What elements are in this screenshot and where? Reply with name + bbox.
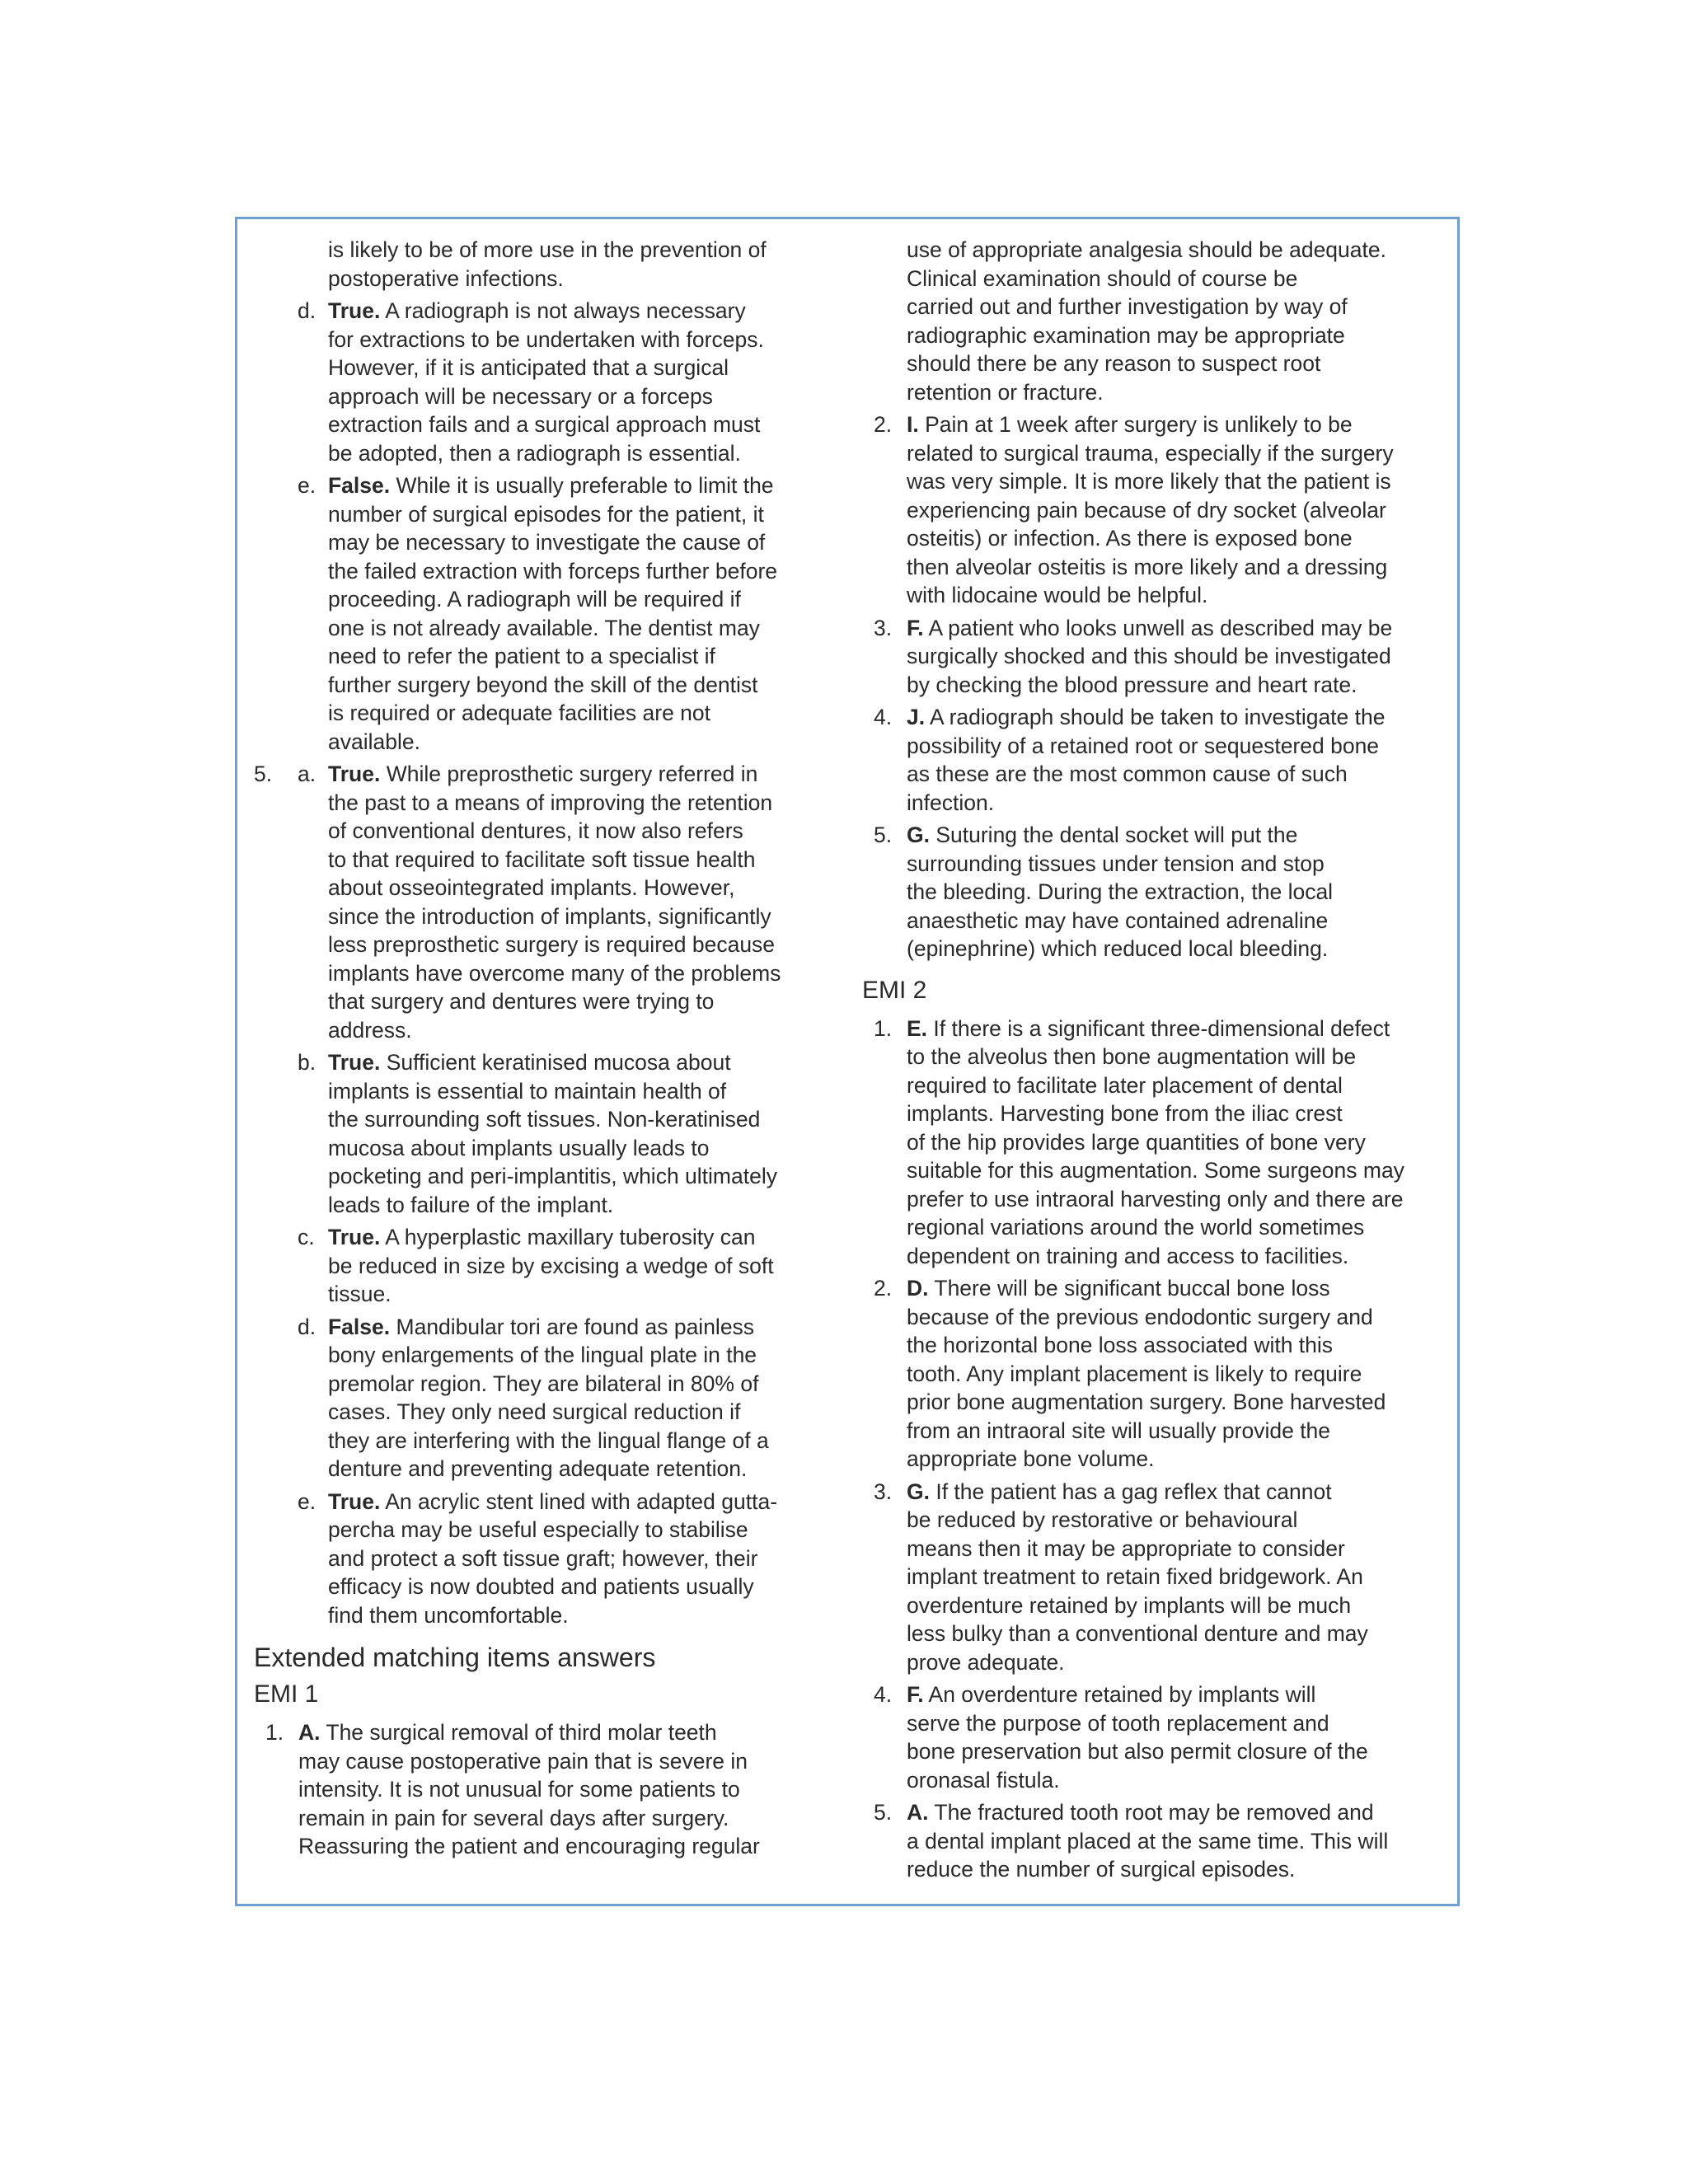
text-line: (epinephrine) which reduced local bleeding. — [907, 936, 1329, 961]
text-line: the bleeding. During the extraction, the local — [907, 879, 1334, 904]
emi1-answer-4 — [862, 703, 1431, 817]
text-line: since the introduction of implants, significantly — [328, 903, 771, 929]
answer-letter: E. — [907, 1015, 928, 1041]
text-line: An overdenture retained by implants will — [923, 1682, 1316, 1707]
text-line: for extractions to be undertaken with forceps. — [328, 326, 764, 352]
answer-5c — [254, 1223, 823, 1309]
text-line: use of appropriate analgesia should be adequate. — [907, 237, 1386, 262]
text-line: retention or fracture. — [907, 379, 1104, 405]
emi2-answer-5 — [862, 1798, 1431, 1884]
text-line: tissue. — [328, 1282, 392, 1306]
text-line: prove adequate. — [907, 1649, 1065, 1675]
text-line: to the alveolus then bone augmentation will be — [907, 1044, 1357, 1069]
page-frame — [235, 217, 1460, 1906]
answer-4e — [254, 471, 823, 756]
text-line: A patient who looks unwell as described may be — [923, 615, 1393, 640]
text-line: to that required to facilitate soft tissue health — [328, 846, 756, 872]
item-number: 4. — [874, 1682, 893, 1707]
text-line: is required or adequate facilities are not — [328, 701, 711, 725]
text-line: should there be any reason to suspect root — [907, 351, 1321, 376]
text-line: extraction fails and a surgical approach must — [328, 412, 761, 437]
text-line: However, if it is anticipated that a surgical — [328, 355, 729, 380]
verdict: True. — [328, 298, 381, 323]
text-line: by checking the blood pressure and heart rate. — [907, 672, 1357, 697]
item-number: 4. — [874, 705, 893, 729]
text-line: number of surgical episodes for the patient, it — [328, 501, 764, 527]
number-label: 5. — [254, 762, 273, 786]
answer-letter: A. — [298, 1720, 321, 1745]
text-line: may cause postoperative pain that is severe in — [298, 1748, 748, 1774]
text-line: Sufficient keratinised mucosa about — [380, 1050, 731, 1075]
text-line: tooth. Any implant placement is likely to require — [907, 1361, 1362, 1386]
item-number: 3. — [874, 615, 893, 640]
text-line: If the patient has a gag reflex that cannot — [929, 1479, 1332, 1504]
text-line: because of the previous endodontic surgery and — [907, 1304, 1373, 1329]
emi2-answer-4 — [862, 1680, 1431, 1794]
text-line: proceeding. A radiograph will be required if — [328, 587, 741, 612]
text-line: less preprosthetic surgery is required because — [328, 932, 776, 957]
item-number: 5. — [874, 823, 893, 847]
text-line: regional variations around the world sometimes — [907, 1215, 1365, 1240]
text-line: radiographic examination may be appropriate — [907, 322, 1345, 348]
text-line: implants have overcome many of the problems — [328, 960, 781, 986]
text-line: postoperative infections. — [328, 265, 564, 291]
text-line: they are interfering with the lingual flange of a — [328, 1427, 769, 1453]
verdict: False. — [328, 1314, 391, 1339]
text-line: that surgery and dentures were trying to — [328, 989, 715, 1014]
text-line: the past to a means of improving the retention — [328, 790, 773, 815]
answer-4d — [254, 297, 823, 467]
text-line: find them uncomfortable. — [328, 1602, 569, 1628]
answer-letter: I. — [907, 412, 919, 437]
text-line: prior bone augmentation surgery. Bone harvested — [907, 1390, 1386, 1414]
emi1-answer-5 — [862, 821, 1431, 963]
answer-letter: G. — [907, 823, 930, 847]
text-line: A radiograph should be taken to investigate the — [925, 705, 1386, 729]
text-line: reduce the number of surgical episodes. — [907, 1857, 1296, 1882]
text-line: means then it may be appropriate to consider — [907, 1535, 1345, 1561]
text-line: carried out and further investigation by way of — [907, 294, 1348, 319]
answer-5d — [254, 1313, 823, 1483]
text-line: was very simple. It is more likely that the patient is — [907, 469, 1391, 494]
text-line: dependent on training and access to facilities. — [907, 1243, 1349, 1268]
text-line: The surgical removal of third molar teeth — [320, 1720, 717, 1745]
answer-letter: F. — [907, 1682, 924, 1707]
answer-5b — [254, 1048, 823, 1219]
text-line: premolar region. They are bilateral in 80% of — [328, 1371, 759, 1396]
text-line: need to refer the patient to a specialist if — [328, 644, 715, 668]
text-line: as these are the most common cause of such — [907, 762, 1348, 786]
answer-5e — [254, 1488, 823, 1630]
text-line: be adopted, then a radiograph is essential. — [328, 440, 741, 466]
verdict: False. — [328, 473, 391, 498]
item-label: c. — [298, 1225, 315, 1249]
text-line: of the hip provides large quantities of bone very — [907, 1129, 1366, 1155]
emi2-answer-1 — [862, 1015, 1431, 1271]
text-line: denture and preventing adequate retention. — [328, 1456, 748, 1481]
answer-5a — [254, 760, 823, 1044]
emi2-answer-3 — [862, 1478, 1431, 1677]
text-line: If there is a significant three-dimensional defect — [927, 1015, 1390, 1041]
text-line: from an intraoral site will usually provide the — [907, 1418, 1331, 1443]
text-line: is likely to be of more use in the prevention of — [328, 237, 767, 262]
text-line: then alveolar osteitis is more likely and a dressing — [907, 554, 1388, 579]
item-number: 5. — [874, 1800, 893, 1825]
answer-letter: J. — [907, 705, 926, 729]
text-line: suitable for this augmentation. Some surgeons may — [907, 1158, 1404, 1183]
text-line: While preprosthetic surgery referred in — [380, 762, 758, 786]
text-line: Reassuring the patient and encouraging regular — [298, 1834, 760, 1858]
text-line: prefer to use intraoral harvesting only and there are — [907, 1186, 1404, 1212]
text-line: The fractured tooth root may be removed and — [928, 1800, 1374, 1825]
section-heading: Extended matching items answers — [254, 1643, 656, 1672]
text-line: cases. They only need surgical reduction if — [328, 1399, 741, 1424]
text-line: A radiograph is not always necessary — [380, 298, 746, 323]
text-line: surrounding tissues under tension and stop — [907, 851, 1325, 876]
text-line: be reduced by restorative or behavioural — [907, 1507, 1298, 1532]
text-line: required to facilitate later placement of dental — [907, 1072, 1343, 1098]
continuation-text — [862, 236, 1431, 406]
text-line: An acrylic stent lined with adapted gutta- — [380, 1488, 778, 1514]
text-line: the failed extraction with forceps further before — [328, 558, 778, 583]
emi2-answer-2 — [862, 1274, 1431, 1474]
text-line: of conventional dentures, it now also refers — [328, 818, 743, 843]
item-number: 1. — [874, 1015, 893, 1041]
text-line: bony enlargements of the lingual plate in the — [328, 1343, 757, 1367]
text-line: serve the purpose of tooth replacement and — [907, 1710, 1329, 1736]
item-label: b. — [298, 1050, 316, 1075]
left-column — [254, 236, 823, 1865]
text-line: intensity. It is not unusual for some patients to — [298, 1777, 740, 1802]
text-line: anaesthetic may have contained adrenaline — [907, 907, 1329, 933]
text-line: appropriate bone volume. — [907, 1446, 1155, 1471]
item-label: e. — [298, 473, 316, 498]
verdict: True. — [328, 1488, 381, 1514]
text-line: one is not already available. The dentist may — [328, 615, 760, 640]
item-label: d. — [298, 298, 316, 323]
emi1-answer-1 — [254, 1718, 823, 1861]
text-line: about osseointegrated implants. However, — [328, 875, 735, 900]
text-line: implant treatment to retain fixed bridgework. An — [907, 1564, 1363, 1589]
text-line: While it is usually preferable to limit the — [390, 473, 774, 498]
text-line: further surgery beyond the skill of the dentist — [328, 672, 758, 697]
text-line: Suturing the dental socket will put the — [929, 823, 1298, 847]
verdict: True. — [328, 762, 381, 786]
text-line: oronasal fistula. — [907, 1767, 1060, 1793]
text-line: infection. — [907, 790, 995, 815]
answer-letter: A. — [907, 1800, 929, 1825]
text-line: related to surgical trauma, especially if the surgery — [907, 440, 1394, 466]
text-line: experiencing pain because of dry socket (alveolar — [907, 497, 1386, 523]
text-line: be reduced in size by excising a wedge of soft — [328, 1253, 774, 1278]
text-line: may be necessary to investigate the cause of — [328, 530, 766, 555]
verdict: True. — [328, 1225, 381, 1249]
text-line: overdenture retained by implants will be much — [907, 1592, 1352, 1618]
text-line: percha may be useful especially to stabilise — [328, 1517, 748, 1542]
text-line: Pain at 1 week after surgery is unlikely to be — [918, 412, 1353, 437]
text-line: leads to failure of the implant. — [328, 1192, 614, 1217]
text-line: A hyperplastic maxillary tuberosity can — [380, 1225, 756, 1249]
item-label: a. — [298, 762, 316, 786]
text-line: remain in pain for several days after surgery. — [298, 1805, 729, 1830]
text-line: approach will be necessary or a forceps — [328, 383, 713, 409]
item-number: 2. — [874, 412, 893, 437]
text-line: a dental implant placed at the same time. This will — [907, 1828, 1389, 1854]
emi1-heading: EMI 1 — [254, 1680, 319, 1708]
text-line: implants. Harvesting bone from the iliac crest — [907, 1101, 1343, 1126]
text-line: There will be significant buccal bone loss — [928, 1276, 1330, 1301]
text-line: available. — [328, 729, 420, 754]
text-line: Mandibular tori are found as painless — [390, 1314, 755, 1339]
verdict: True. — [328, 1050, 381, 1075]
emi1-answer-2 — [862, 410, 1431, 610]
text-line: address. — [328, 1017, 412, 1043]
item-number: 2. — [874, 1276, 893, 1301]
text-line: osteitis) or infection. As there is exposed bone — [907, 526, 1353, 551]
right-column — [862, 236, 1431, 1888]
answer-letter: G. — [907, 1479, 930, 1504]
text-line: less bulky than a conventional denture and may — [907, 1621, 1368, 1646]
text-line: bone preservation but also permit closure of the — [907, 1739, 1368, 1764]
text-line: surgically shocked and this should be investigated — [907, 644, 1391, 668]
text-line: the horizontal bone loss associated with this — [907, 1333, 1334, 1357]
answer-letter: F. — [907, 615, 924, 640]
text-line: possibility of a retained root or sequestered bone — [907, 733, 1380, 758]
answer-letter: D. — [907, 1276, 929, 1301]
emi2-heading: EMI 2 — [862, 976, 927, 1004]
continuation-text — [254, 236, 823, 293]
text-line: with lidocaine would be helpful. — [907, 583, 1208, 607]
text-line: the surrounding soft tissues. Non-keratinised — [328, 1107, 761, 1132]
text-line: implants is essential to maintain health of — [328, 1078, 727, 1104]
item-label: d. — [298, 1314, 316, 1339]
item-number: 1. — [265, 1720, 284, 1745]
item-label: e. — [298, 1488, 316, 1514]
text-line: mucosa about implants usually leads to — [328, 1135, 710, 1160]
text-line: Clinical examination should of course be — [907, 265, 1298, 291]
text-line: and protect a soft tissue graft; however, their — [328, 1545, 758, 1571]
text-line: efficacy is now doubted and patients usually — [328, 1574, 754, 1599]
text-line: pocketing and peri-implantitis, which ultimately — [328, 1164, 777, 1188]
emi1-answer-3 — [862, 614, 1431, 700]
item-number: 3. — [874, 1479, 893, 1504]
